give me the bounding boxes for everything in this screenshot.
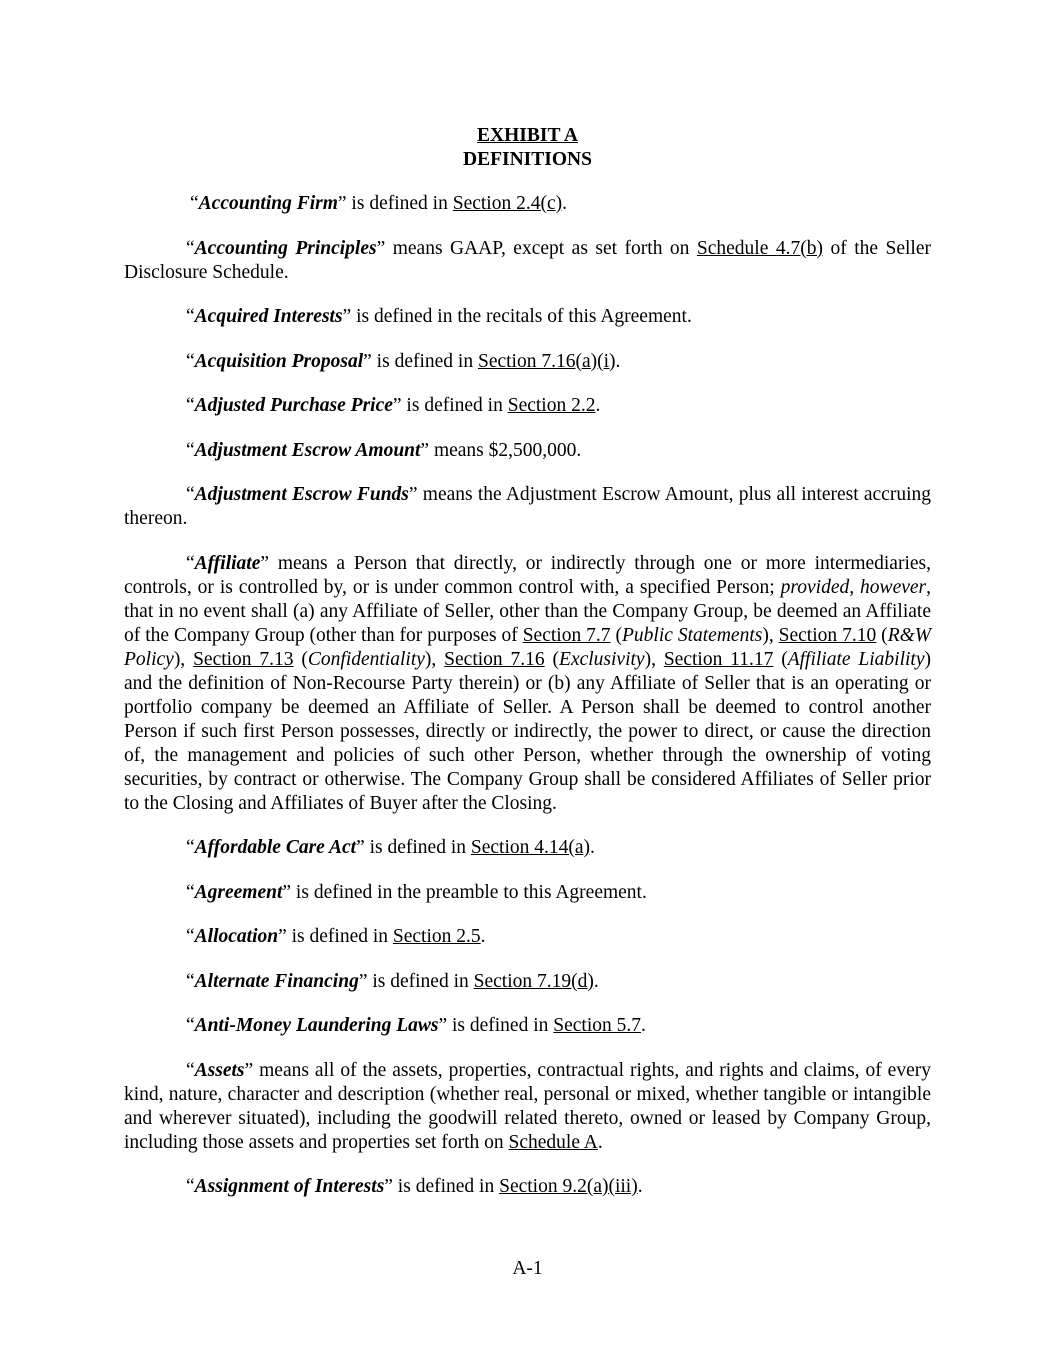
definition-accounting-firm: “Accounting Firm” is defined in Section 2.4(c). (190, 193, 567, 214)
definition-adjustment-escrow-funds: “Adjustment Escrow Funds” means the Adjustment Escrow Amount, plus all interest accruing thereon. (124, 484, 931, 529)
definition-acquired-interests: “Acquired Interests” is defined in the recitals of this Agreement. (186, 306, 692, 327)
defined-term: Acquired Interests (194, 306, 343, 327)
definition-alternate-financing: “Alternate Financing” is defined in Section 7.19(d). (186, 970, 599, 992)
section-reference-link[interactable]: Section 2.4(c) (452, 193, 563, 214)
schedule-reference-link[interactable]: Schedule A (508, 1131, 598, 1153)
defined-term: Anti-Money Laundering Laws (194, 1015, 439, 1036)
definition-acquisition-proposal: “Acquisition Proposal” is defined in Section 7.16(a)(i). (186, 350, 621, 372)
definition-adjusted-purchase-price: “Adjusted Purchase Price” is defined in Section 2.2. (186, 395, 601, 416)
defined-term: Alternate Financing (194, 970, 359, 992)
definition-adjustment-escrow-amount: “Adjustment Escrow Amount” means $2,500,000. (186, 439, 582, 461)
definitions-list (124, 192, 931, 1220)
definition-anti-money-laundering-laws: “Anti-Money Laundering Laws” is defined in Section 5.7. (186, 1015, 646, 1036)
defined-term: Affordable Care Act (194, 837, 357, 858)
defined-term: Assets (194, 1059, 245, 1081)
page-number: A-1 (512, 1258, 543, 1279)
schedule-reference-link[interactable]: Schedule 4.7(b) (696, 237, 823, 259)
defined-term: Adjusted Purchase Price (194, 395, 393, 416)
section-reference-link[interactable]: Section 4.14(a) (470, 837, 591, 858)
defined-term: Assignment of Interests (194, 1176, 385, 1197)
definition-accounting-principles: “Accounting Principles” means GAAP, except as set forth on Schedule 4.7(b) of the Seller Disclosure Schedule. (124, 237, 931, 283)
section-reference-link[interactable]: Section 7.16(a)(i) (477, 350, 616, 372)
defined-term: Accounting Principles (194, 237, 377, 259)
definition-affiliate: “Affiliate” means a Person that directly, or indirectly through one or more intermediaries, controls, or is controlled by, or is under common control with, a specified Person; provided, however, that in no event shall (a) any Affiliate of Seller, other than the Company Group, be deemed an Affiliate of the Company Group (other than for purposes of Section 7.7 (Public Statements), Section 7.10 (R&W Policy), Section 7.13 (Confidentiality), Section 7.16 (Exclusivity), Section 11.17 (Affiliate Liability) and the definition of Non-Recourse Party therein) or (b) any Affiliate of Seller that is an operating or portfolio company be deemed an Affiliate of Seller. A Person shall be deemed to control another Person if such first Person possesses, directly or indirectly, the power to direct, or cause the direction of, the management and policies of such other Person, whether through the ownership of voting securities, by contract or otherwise. The Company Group shall be considered Affiliates of Seller prior to the Closing and Affiliates of Buyer after the Closing. (124, 552, 932, 814)
defined-term: Allocation (194, 926, 279, 947)
defined-term: Adjustment Escrow Funds (194, 484, 409, 505)
section-reference-link[interactable]: Section 11.17 (663, 648, 774, 670)
section-reference-link[interactable]: Section 2.2 (507, 395, 596, 416)
section-reference-link[interactable]: Section 7.13 (193, 648, 294, 670)
definition-affordable-care-act: “Affordable Care Act” is defined in Section 4.14(a). (186, 837, 595, 858)
section-reference-link[interactable]: Section 7.19(d) (473, 970, 594, 992)
definition-assignment-of-interests: “Assignment of Interests” is defined in Section 9.2(a)(iii). (186, 1176, 643, 1197)
definitions-title: DEFINITIONS (463, 149, 592, 170)
definition-assets: “Assets” means all of the assets, properties, contractual rights, and rights and claims, of every kind, nature, character and description (whether real, personal or mixed, whether tangible or intangible and wherever situated), including the goodwill related thereto, owned or leased by Company Group, including those assets and properties set forth on Schedule A. (124, 1059, 931, 1153)
defined-term: Accounting Firm (198, 193, 338, 214)
exhibit-label: EXHIBIT A (477, 125, 578, 146)
section-reference-link[interactable]: Section 9.2(a)(iii) (499, 1176, 638, 1197)
defined-term: Affiliate (194, 552, 261, 574)
defined-term: Acquisition Proposal (194, 350, 364, 372)
definition-allocation: “Allocation” is defined in Section 2.5. (186, 926, 486, 947)
defined-term: Agreement (194, 881, 283, 903)
section-reference-link[interactable]: Section 5.7 (553, 1015, 642, 1036)
section-reference-link[interactable]: Section 2.5 (392, 926, 481, 947)
section-reference-link[interactable]: Section 7.16 (444, 648, 545, 670)
section-reference-link[interactable]: Section 7.10 (778, 624, 877, 646)
defined-term: Adjustment Escrow Amount (194, 439, 421, 461)
definition-agreement: “Agreement” is defined in the preamble to this Agreement. (186, 881, 647, 903)
section-reference-link[interactable]: Section 7.7 (522, 624, 611, 646)
exhibit-header (0, 124, 1055, 172)
